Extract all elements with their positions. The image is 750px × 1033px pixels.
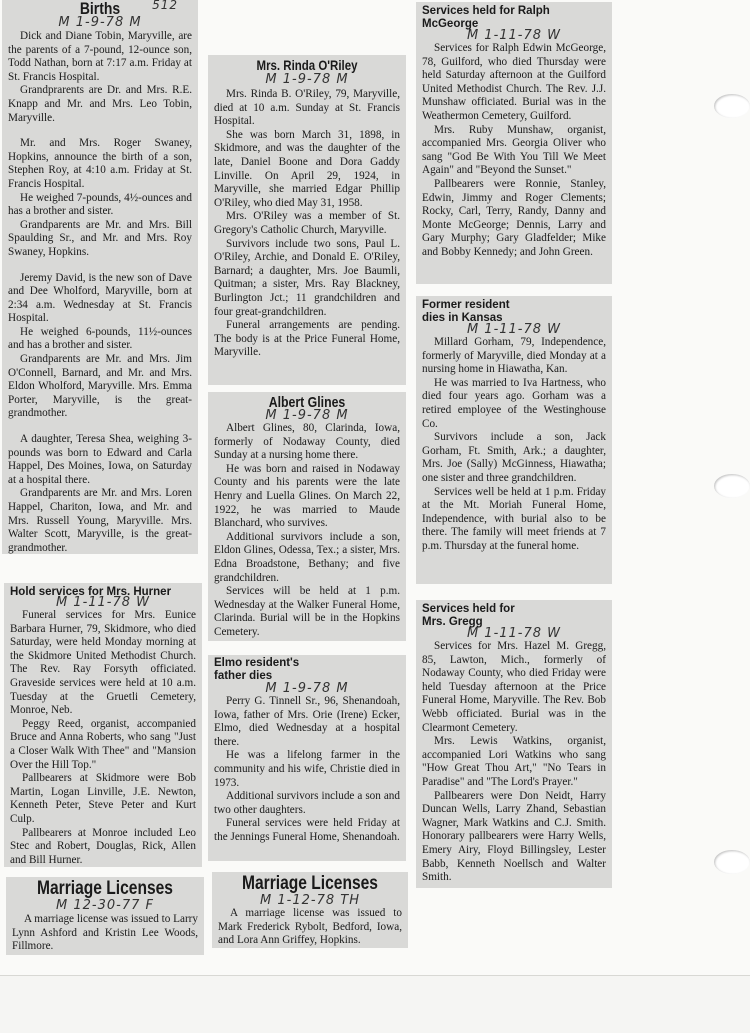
mcgeorge-date-note: M 1-11-78 W (466, 28, 562, 43)
births-paragraph: Jeremy David, is the new son of Dave and Dee Wholford, Maryville, born at 2:34 a.m. Wednesday at St. Francis Hospital. (8, 271, 192, 325)
births-paragraph: He weighed 6-pounds, 11½-ounces and has a brother and sister. (8, 325, 192, 352)
gorham-clipping (416, 296, 612, 584)
marriage1-date-note: M 12-30-77 F (56, 898, 154, 913)
tinnell-paragraph: Perry G. Tinnell Sr., 96, Shenandoah, Iowa, father of Mrs. Orie (Irene) Ecker, Elmo, died Wednesday at a hospital there. (214, 695, 400, 748)
hurner-paragraph: Pallbearers at Monroe included Leo Stec and Robert, Douglas, Rick, Allen and Bill Hurner. (10, 826, 196, 866)
mcgeorge-clipping (416, 2, 612, 284)
oriley-date-note: M 1-9-78 M (265, 72, 349, 87)
hurner-date-note: M 1-11-78 W (55, 595, 151, 610)
tinnell-clipping (208, 655, 406, 861)
oriley-paragraph: Mrs. Rinda B. O'Riley, 79, Maryville, died at 10 a.m. Sunday at St. Francis Hospital. (214, 88, 400, 128)
mcgeorge-paragraph: Mrs. Ruby Munshaw, organist, accompanied Mrs. Georgia Oliver who sang "God Be With You Till We Meet Again" and "Beyond the Sunset." (422, 123, 606, 177)
gorham-paragraph: Millard Gorham, 79, Independence, formerly of Maryville, died Monday at a nursing home in Hiawatha, Kan. (422, 336, 606, 376)
gregg-paragraph: Pallbearers were Don Neidt, Harry Duncan Wells, Larry Zhand, Sebastian Wagner, Mark Watkins and C.J. Smith. Honorary pallbearers were Harry Wells, Emery Airy, Floyd Billingsley, Lester Babb, Kenneth Noellsch and Walter Smith. (422, 789, 606, 884)
gorham-paragraph: Services well be held at 1 p.m. Friday at the Mt. Moriah Funeral Home, Independence, with burial also to be there. The family will meet friends at 7 p.m. Thursday at the funeral home. (422, 485, 606, 552)
glines-clipping (208, 392, 406, 641)
oriley-paragraph: Mrs. O'Riley was a member of St. Gregory's Catholic Church, Maryville. (214, 210, 400, 236)
births-paragraph: Grandparents are Mr. and Mrs. Bill Spaulding Sr., and Mr. and Mrs. Roy Swaney, Hopkins. (8, 218, 192, 258)
glines-paragraph: Services will be held at 1 p.m. Wednesday at the Walker Funeral Home, Clarinda. Burial will be in the Hopkins Cemetery. (214, 585, 400, 638)
births-paragraph: Grandprarents are Dr. and Mrs. R.E. Knapp and Mr. and Mrs. Leo Tobin, Maryville. (8, 84, 192, 124)
gregg-paragraph: Services for Mrs. Hazel M. Gregg, 85, Lawton, Mich., formerly of Nodaway County, who died Friday were held Tuesday afternoon at the Price Funeral Home, Maryville. The Rev. Bob Webb officiated. Burial was in the Clearmont Cemetery. (422, 640, 606, 734)
binder-hole (714, 94, 750, 118)
births-date-note: M 1-9-78 M (58, 15, 142, 30)
marriage1-heading: Marriage Licenses (37, 878, 173, 899)
gorham-paragraph: He was married to Iva Hartness, who died four years ago. Gorham was a retired employee of the Westinghouse Co. (422, 376, 606, 430)
gorham-date-note: M 1-11-78 W (466, 322, 562, 337)
births-paragraph: Dick and Diane Tobin, Maryville, are the parents of a 7-pound, 12-ounce son, Todd Nathan, born at 7:17 a.m. Friday at St. Francis Hospital. (8, 30, 192, 83)
binder-hole (714, 474, 750, 498)
oriley-paragraph: Funeral arrangements are pending. The body is at the Price Funeral Home, Maryville. (214, 319, 400, 359)
births-paragraph: Mr. and Mrs. Roger Swaney, Hopkins, announce the birth of a son, Stephen Roy, at 4:10 a.m. Friday at St. Francis Hospital. (8, 137, 192, 190)
glines-heading: Albert Glines (268, 394, 346, 411)
marriage1-paragraph: A marriage license was issued to Larry Lynn Ashford and Kristin Lee Woods, Fillmore. (12, 913, 198, 953)
births-clipping (2, 0, 198, 554)
tinnell-heading: Elmo resident's father dies (214, 657, 300, 682)
mcgeorge-paragraph: Pallbearers were Ronnie, Stanley, Edwin, Jimmy and Roger Clements; Rocky, Carl, Terry, Randy, Danny and Monte McGeorge; Dennis, Larry and Gary Murphy; Gary Gladfelder; Mike and Bobby Kennedy; and John Green. (422, 177, 606, 258)
marriage2-heading: Marriage Licenses (242, 873, 378, 894)
births-paragraph: Grandparents are Mr. and Mrs. Jim O'Connell, Barnard, and Mr. and Mrs. Eldon Wholford, Maryville. Mrs. Emma Porter, Maryville, is the great-grandmother. (8, 353, 192, 420)
gregg-clipping (416, 600, 612, 888)
marriage-licenses-clipping-2 (212, 872, 408, 948)
tinnell-paragraph: He was a lifelong farmer in the community and his wife, Christie died in 1973. (214, 749, 400, 789)
hurner-paragraph: Funeral services for Mrs. Eunice Barbara Hurner, 79, Skidmore, who died Saturday, were held Monday morning at the Skidmore United Methodist Church. The Rev. Ray Forsyth officiated. Graveside services were held at 10 a.m. Tuesday at the Gruetli Cemetery, Monroe, Neb. (10, 609, 196, 717)
oriley-heading: Mrs. Rinda O'Riley (256, 57, 358, 73)
binder-hole (714, 850, 750, 874)
marriage2-date-note: M 1-12-78 TH (260, 893, 360, 908)
births-corner-note: 512 (152, 0, 178, 12)
mcgeorge-paragraph: Services for Ralph Edwin McGeorge, 78, Guilford, who died Thursday were held Saturday afternoon at the Guilford United Methodist Church. The Rev. J.J. Munshaw officiated. Burial was in the Weathermon Cemetery, Guilford. (422, 42, 606, 122)
gregg-paragraph: Mrs. Lewis Watkins, organist, accompanied Lori Watkins who sang "How Great Thou Art," "No Tears in Paradise" and "The Lord's Prayer." (422, 735, 606, 788)
births-heading: Births (79, 0, 121, 16)
hurner-paragraph: Pallbearers at Skidmore were Bob Martin, Logan Linville, J.E. Newton, Kenneth Peter, Steve Peter and Kurt Culp. (10, 772, 196, 825)
glines-paragraph: Additional survivors include a son, Eldon Glines, Odessa, Tex.; a sister, Mrs. Edna Broadstone, Bethany; and five grandchildren. (214, 530, 400, 584)
births-paragraph: He weighed 7-pounds, 4½-ounces and has a brother and sister. (8, 191, 192, 218)
oriley-paragraph: She was born March 31, 1898, in Skidmore, and was the daughter of the late, Daniel Boone and Dora Gaddy Linville. On April 29, 1924, in Maryville, she married Edgar Phillip O'Riley, who died May 31, 1958. (214, 128, 400, 209)
gregg-heading: Services held for Mrs. Gregg (422, 603, 515, 628)
glines-paragraph: He was born and raised in Nodaway County and his parents were the late Henry and Luella Glines. On March 22, 1922, he was married to Maude Blanchard, who survives. (214, 462, 400, 530)
hurner-paragraph: Peggy Reed, organist, accompanied Bruce and Anna Roberts, who sang "Just a Closer Walk With Thee" and "Mansion Over the Hill Top." (10, 717, 196, 771)
gorham-paragraph: Survivors include a son, Jack Gorham, Ft. Smith, Ark.; a daughter, Mrs. Joe (Sally) McGinness, Hiawatha; one sister and three grandchildren. (422, 431, 606, 484)
tinnell-paragraph: Additional survivors include a son and two other daughters. (214, 790, 400, 816)
births-paragraph: Grandparents are Mr. and Mrs. Loren Happel, Chariton, Iowa, and Mr. and Mrs. Russell Young, Maryville. Mrs. Walter Scott, Maryville, is the great-grandmother. (8, 487, 192, 554)
glines-paragraph: Albert Glines, 80, Clarinda, Iowa, formerly of Nodaway County, died Sunday at a nursing home there. (214, 422, 400, 462)
oriley-clipping (208, 55, 406, 385)
gregg-date-note: M 1-11-78 W (466, 626, 562, 641)
mcgeorge-heading: Services held for Ralph McGeorge (422, 5, 550, 30)
gorham-heading: Former resident dies in Kansas (422, 299, 510, 324)
births-paragraph: A daughter, Teresa Shea, weighing 3-pounds was born to Edward and Carla Happel, Des Moines, Iowa, on Saturday at a hospital there. (8, 433, 192, 486)
marriage2-paragraph: A marriage license was issued to Mark Frederick Rybolt, Bedford, Iowa, and Lora Ann Griffey, Hopkins. (218, 907, 402, 947)
tinnell-date-note: M 1-9-78 M (265, 681, 349, 696)
hurner-clipping (4, 583, 202, 867)
oriley-paragraph: Survivors include two sons, Paul L. O'Riley, Archie, and Donald E. O'Riley, Barnard; a daughter, Mrs. Joe Baumli, Quitman; a sister, Mrs. Ray Blackney, Burlington Jct.; 11 grandchildren and four great-grandchildren. (214, 237, 400, 318)
glines-date-note: M 1-9-78 M (265, 408, 349, 423)
tinnell-paragraph: Funeral services were held Friday at the Jennings Funeral Home, Shenandoah. (214, 817, 400, 843)
hurner-heading: Hold services for Mrs. Hurner (10, 586, 172, 598)
marriage-licenses-clipping-1 (6, 877, 204, 955)
